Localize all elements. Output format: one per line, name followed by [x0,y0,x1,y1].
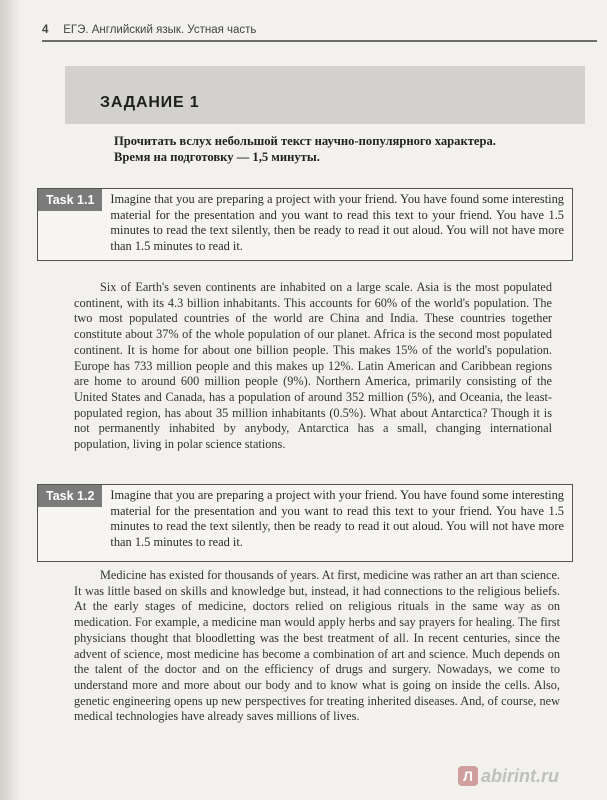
reading-passage-1: Six of Earth's seven continents are inhabited on a large scale. Asia is the most populated continent, with its 4.3 billion inhabitants. This accounts for 60% of the world's population. The two most populated countries of the world are China and India. These countries together constitute about 37% of the whole population of our planet. Africa is the second most populated continent. It is home for about one billion people. This makes 15% of the world's population. Europe has 733 million people and this makes up 12%. Latin American and Caribbean regions are home to around 600 million people (9%). Northern America, primarily consisting of the United States and Canada, has a population of around 352 million (5%), and Oceania, the least-populated region, has about 35 million inhabitants (0.5%). What about Antarctica? Though it is not permanently inhabited by anybody, Antarctica has a small, changing international population, living in polar science stations. [74,280,552,452]
task-instructions: Imagine that you are preparing a project with your friend. You have found some interesting material for the presentation and you want to read this text to your friend. You have 1.5 minutes to read the text silently, then be ready to read it out aloud. You will not have more than 1.5 minutes to read it. [110,488,564,549]
task-label: Task 1.1 [38,189,102,211]
prep-time-line: Время на подготовку — 1,5 минуты. [114,149,320,164]
watermark-logo-icon: Л [458,766,478,786]
instruction-line: Прочитать вслух небольшой текст научно-популярного характера. [114,134,496,148]
page-number: 4 [42,24,49,36]
watermark [458,763,598,789]
book-title: ЕГЭ. Английский язык. Устная часть [63,24,257,36]
task-box-2 [37,484,573,562]
running-header [42,24,597,40]
header-divider [42,40,597,42]
task-label: Task 1.2 [38,485,102,507]
reading-passage-2: Medicine has existed for thousands of years. At first, medicine was rather an art than science. It was little based on skills and knowledge but, instead, it had connections to the religious beliefs. At the early stages of medicine, doctors relied on religious rituals in the same way as on medication. For example, a medicine man would apply herbs and say prayers for healing. The first physicians thought that bloodletting was the best treatment of all. In recent centuries, since the advent of science, most medicine has become a combination of art and science. Much depends on the talent of the doctor and on the efficiency of drugs and surgery. Nowadays, we come to understand more and more about our body and to know what is going on inside the cells. Also, genetic engineering opens up new perspectives for treating inherited diseases. And, of course, new medical technologies have already saves millions of lives. [74,568,560,724]
assignment-title: ЗАДАНИЕ 1 [100,94,200,111]
watermark-text: abirint.ru [481,765,560,786]
assignment-instructions [114,134,564,165]
page-edge-shadow [0,0,20,800]
task-instructions: Imagine that you are preparing a project with your friend. You have found some interesting material for the presentation and you want to read this text to your friend. You have 1.5 minutes to read the text silently, then be ready to read it out aloud. You will not have more than 1.5 minutes to read it. [110,192,564,253]
task-box-1 [37,188,573,261]
